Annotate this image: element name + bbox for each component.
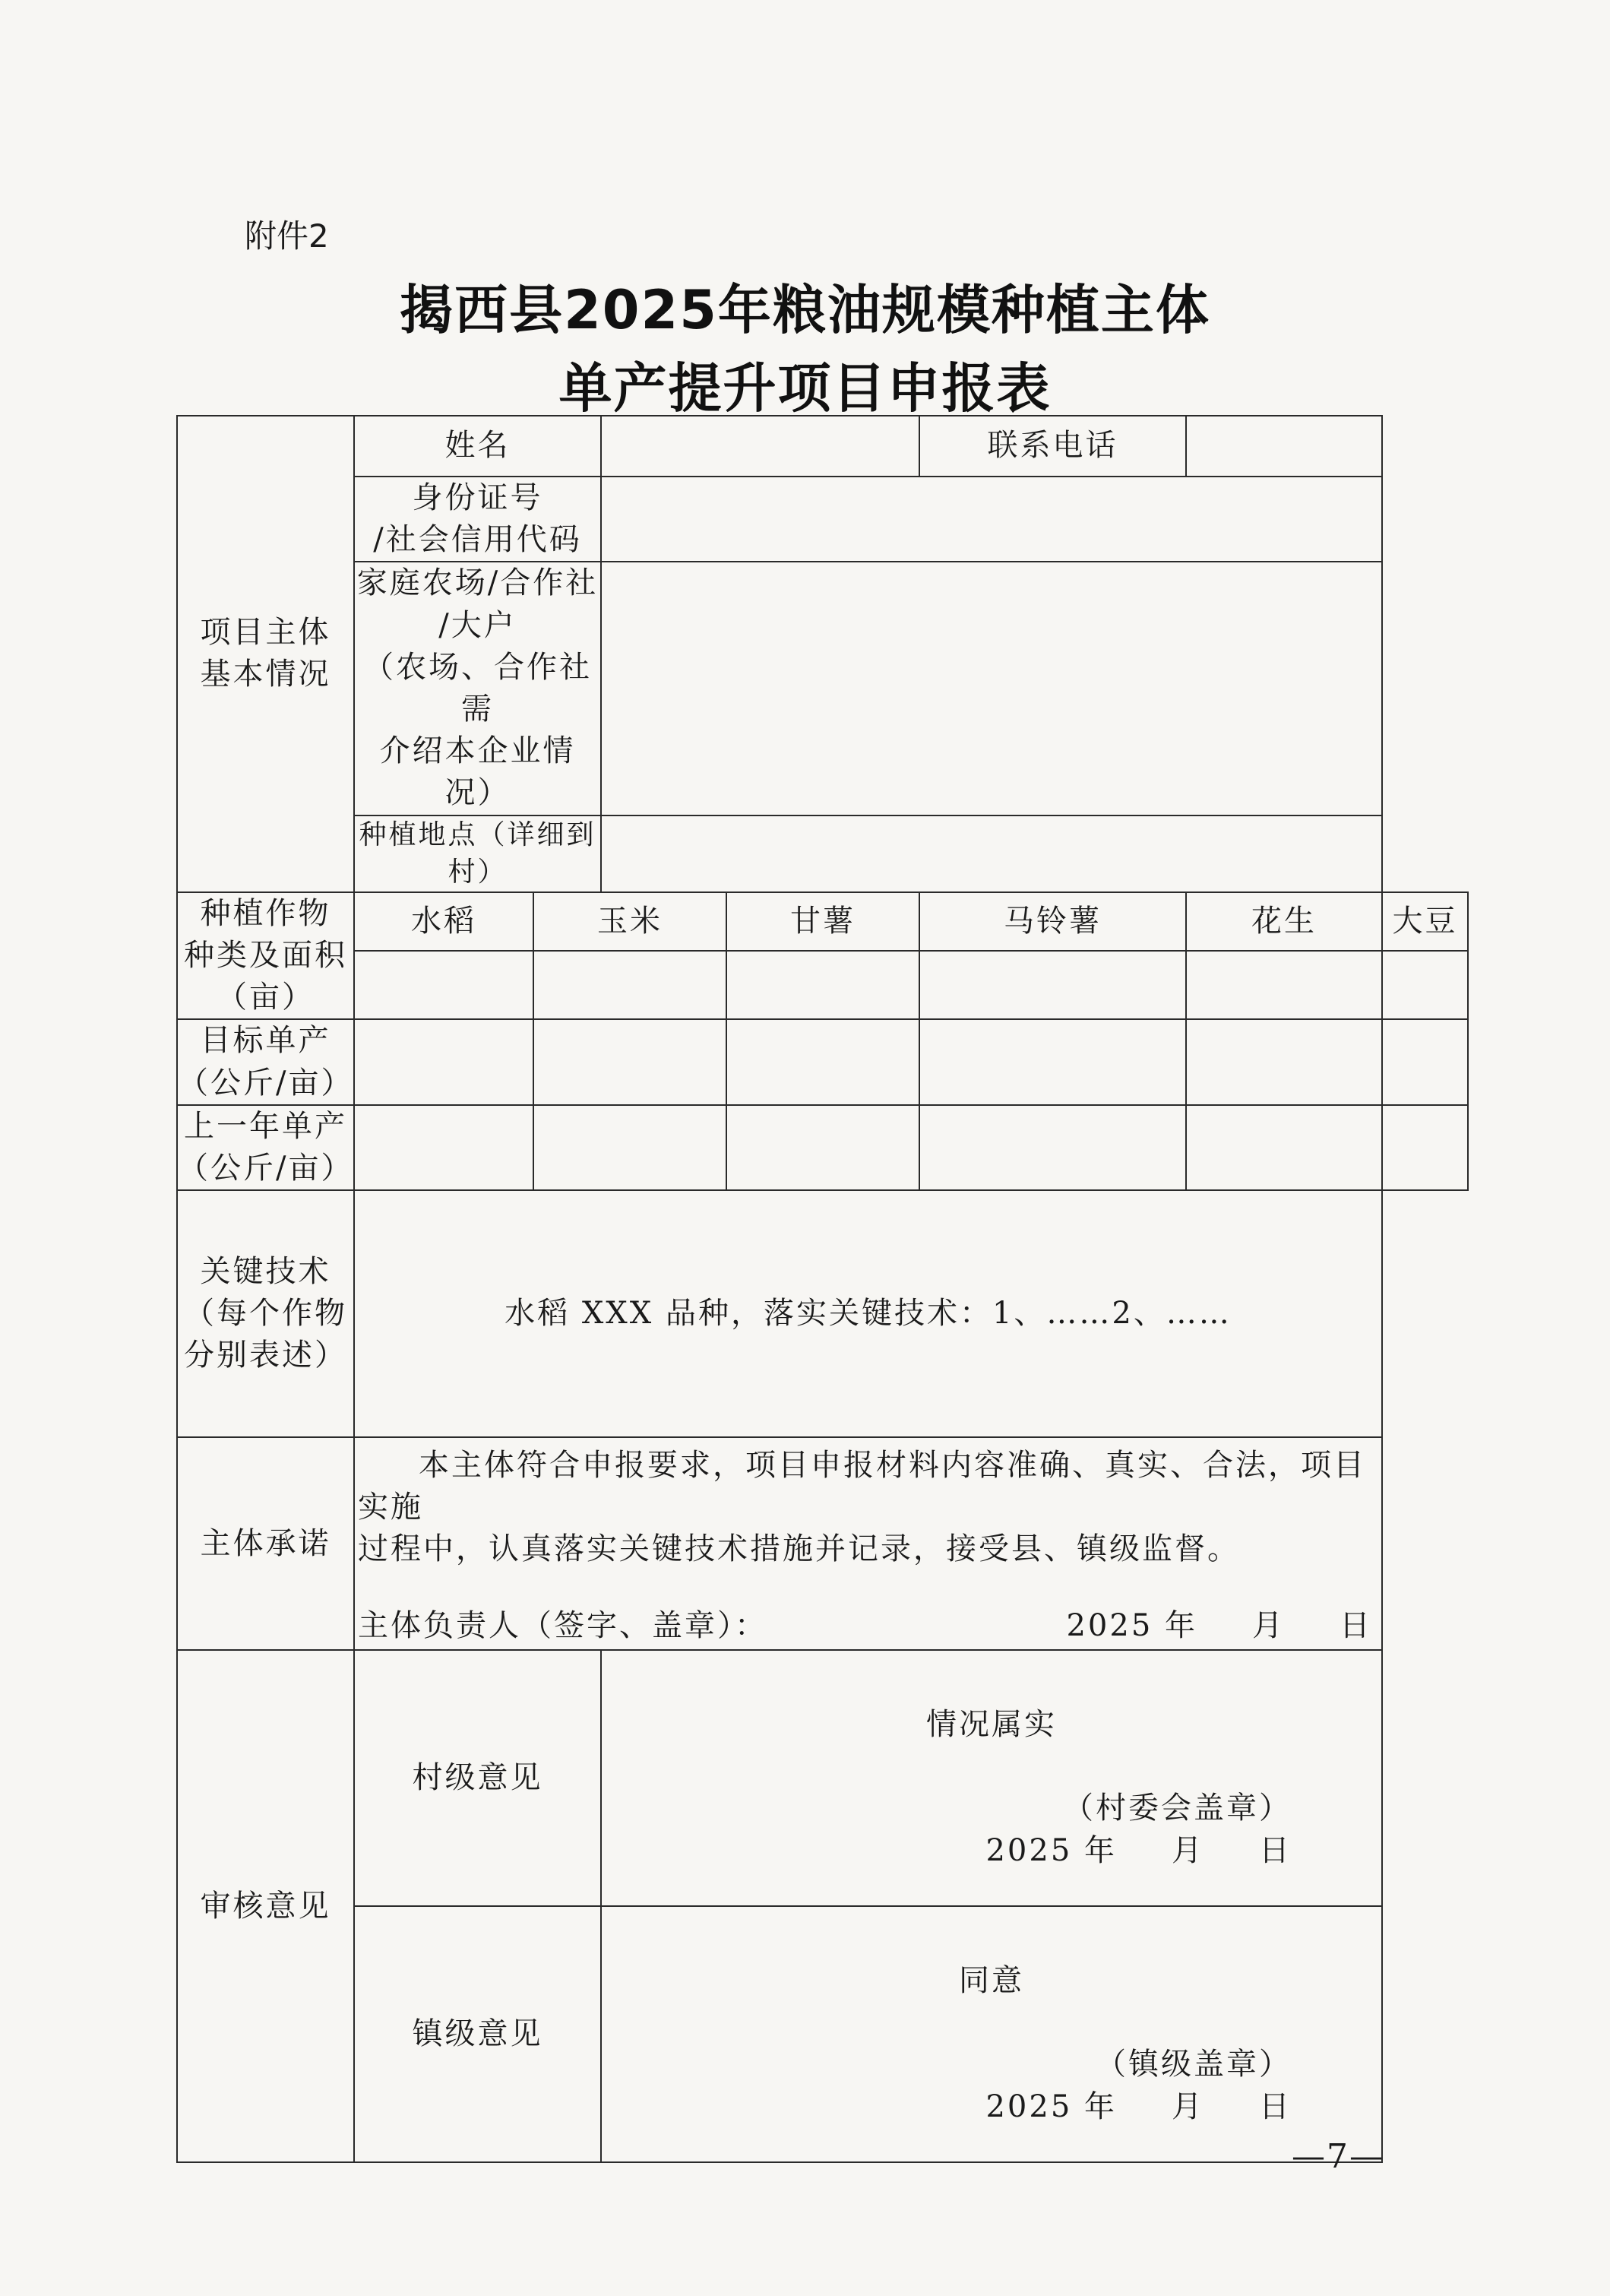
id-label: 身份证号 /社会信用代码	[354, 477, 601, 562]
attachment-label: 附件2	[245, 217, 329, 255]
last-year-yield-cell[interactable]	[533, 1105, 726, 1190]
village-opinion-text: 情况属实	[926, 1707, 1057, 1743]
key-tech-field[interactable]	[354, 1190, 1382, 1437]
crop-area-cell[interactable]	[1382, 951, 1468, 1019]
target-yield-cell[interactable]	[354, 1019, 533, 1104]
crop-area-cell[interactable]	[726, 951, 919, 1019]
location-label: 种植地点（详细到村）	[354, 815, 601, 892]
target-yield-label: 目标单产 （公斤/亩）	[177, 1019, 354, 1104]
promise-text-line2: 过程中，认真落实关键技术措施并记录，接受县、镇级监督。	[358, 1531, 1240, 1567]
form-title-line1: 揭西县2025年粮油规模种植主体	[400, 279, 1210, 341]
review-label: 审核意见	[177, 1650, 354, 2162]
location-field[interactable]	[601, 815, 1382, 892]
crop-area-cell[interactable]	[354, 951, 533, 1019]
id-field[interactable]	[601, 477, 1382, 562]
crop-header: 花生	[1186, 892, 1382, 952]
crop-area-cell[interactable]	[919, 951, 1186, 1019]
form-title-line2: 单产提升项目申报表	[558, 357, 1052, 420]
target-yield-cell[interactable]	[533, 1019, 726, 1104]
town-opinion-label: 镇级意见	[354, 1906, 601, 2162]
name-field[interactable]	[601, 416, 919, 477]
phone-label: 联系电话	[919, 416, 1186, 477]
section-basic-label: 项目主体基本情况	[177, 416, 354, 892]
name-label: 姓名	[354, 416, 601, 477]
phone-field[interactable]	[1186, 416, 1382, 477]
town-opinion-text: 同意	[959, 1963, 1024, 1999]
last-year-yield-label: 上一年单产 （公斤/亩）	[177, 1105, 354, 1190]
key-tech-label: 关键技术 （每个作物 分别表述）	[177, 1190, 354, 1437]
crop-header: 玉米	[533, 892, 726, 952]
crop-header: 水稻	[354, 892, 533, 952]
town-date: 2025 年 月 日	[985, 2089, 1292, 2125]
last-year-yield-cell[interactable]	[1382, 1105, 1468, 1190]
town-seal: （镇级盖章）	[1096, 2047, 1292, 2082]
last-year-yield-cell[interactable]	[919, 1105, 1186, 1190]
target-yield-cell[interactable]	[1382, 1019, 1468, 1104]
crop-header: 大豆	[1382, 892, 1468, 952]
target-yield-cell[interactable]	[919, 1019, 1186, 1104]
promise-field	[354, 1437, 1382, 1650]
promise-text-line1: 本主体符合申报要求，项目申报材料内容准确、真实、合法，项目实施	[358, 1447, 1366, 1525]
crop-area-cell[interactable]	[533, 951, 726, 1019]
entity-type-label: 家庭农场/合作社 /大户 （农场、合作社需 介绍本企业情况）	[354, 562, 601, 815]
promise-signer: 主体负责人（签字、盖章）：	[358, 1608, 767, 1644]
last-year-yield-cell[interactable]	[1186, 1105, 1382, 1190]
town-opinion-field[interactable]	[601, 1906, 1382, 2162]
target-yield-cell[interactable]	[1186, 1019, 1382, 1104]
crop-area-label: 种植作物 种类及面积 （亩）	[177, 892, 354, 1020]
village-seal: （村委会盖章）	[1063, 1791, 1292, 1826]
last-year-yield-cell[interactable]	[726, 1105, 919, 1190]
promise-label: 主体承诺	[177, 1437, 354, 1650]
promise-date: 2025 年 月 日	[1066, 1608, 1372, 1644]
village-opinion-label: 村级意见	[354, 1650, 601, 1906]
last-year-yield-cell[interactable]	[354, 1105, 533, 1190]
application-form-table	[176, 415, 1469, 2163]
key-tech-example: 水稻 XXX 品种，落实关键技术：1、……2、……	[505, 1296, 1232, 1332]
target-yield-cell[interactable]	[726, 1019, 919, 1104]
crop-header: 马铃薯	[919, 892, 1186, 952]
crop-header: 甘薯	[726, 892, 919, 952]
entity-type-field[interactable]	[601, 562, 1382, 815]
crop-area-cell[interactable]	[1186, 951, 1382, 1019]
village-date: 2025 年 月 日	[985, 1833, 1292, 1869]
village-opinion-field[interactable]	[601, 1650, 1382, 1906]
page-number: —7—	[1292, 2137, 1384, 2176]
